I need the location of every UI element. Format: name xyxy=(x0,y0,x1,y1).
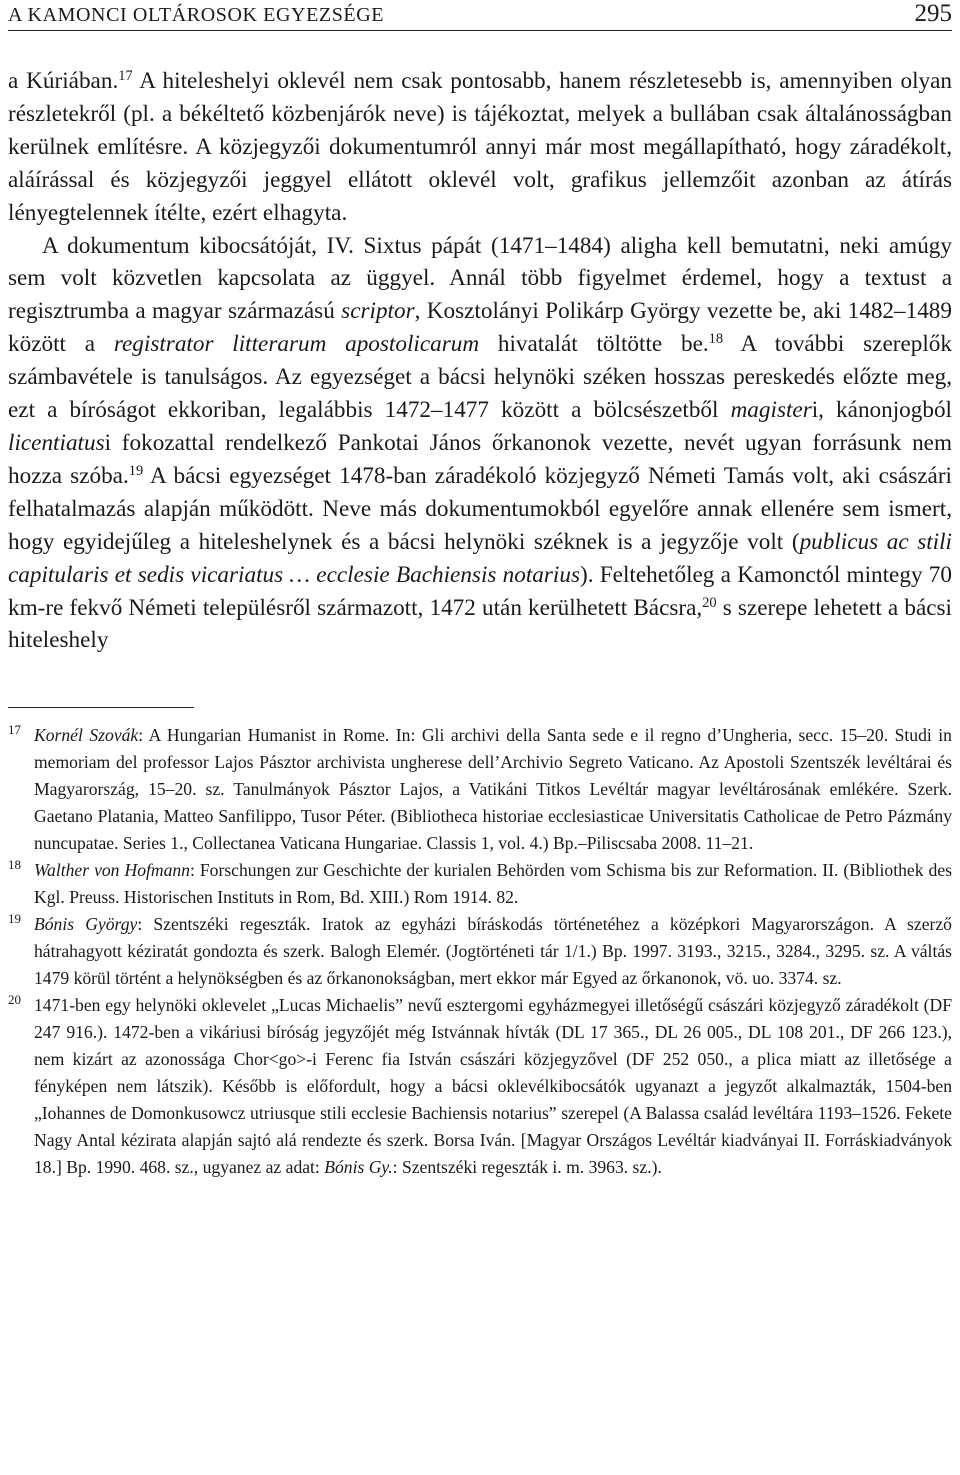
footnotes xyxy=(8,722,952,1181)
main-text xyxy=(8,65,952,657)
footnote-number: 20 xyxy=(8,992,21,1008)
footnote-separator xyxy=(8,707,194,708)
text-run: s szerepe lehetett a bácsi hiteleshely xyxy=(8,594,952,654)
text-run: a Kúriában. xyxy=(8,68,119,94)
footnote-number: 19 xyxy=(8,911,21,927)
footnote-number: 18 xyxy=(8,857,21,873)
running-title: A KAMONCI OLTÁROSOK EGYEZSÉGE xyxy=(8,4,385,26)
italic-run: Kornél Szovák xyxy=(34,725,139,746)
text-run: i, kánonjogból xyxy=(811,397,952,424)
text-run: A további szereplők számbavétele is tanulságos. Az egyezséget a bácsi helynöki széken hosszas pereskedés előzte meg, ezt a bíróságot ekkoriban, legalábbis 1472–1477 között a bölcsészetből xyxy=(8,331,952,424)
footnote-19 xyxy=(8,911,952,992)
text-run: : Szentszéki regeszták i. m. 3963. sz.). xyxy=(392,1157,662,1178)
italic-run: licentiatus xyxy=(8,429,105,456)
footnote-number: 17 xyxy=(8,722,21,738)
text-run: : A Hungarian Humanist in Rome. In: Gli archivi della Santa sede e il regno d’Ungheria, secc. 15–20. Studi in memoriam del professor Lajos Pásztor archivista ungherese dell’Archivio Segreto Vaticano. Az Apostoli Szentszék levéltárai és Magyarország, 15–20. sz. Tanulmányok Pásztor Lajos, a Vatikáni Titkos Levéltár magyar levéltárosának emlékére. Szerk. Gaetano Platania, Matteo Sanfilippo, Tusor Péter. (Bibliotheca historiae ecclesiasticae Universitatis Catholicae de Petro Pázmány nuncupatae. Series 1., Collectanea Vaticana Hungariae. Classis 1, vol. 4.) Bp.–Piliscsaba 2008. 11–21. xyxy=(34,725,952,854)
text-run: hivatalát töltötte be. xyxy=(479,331,709,358)
text-run: : Szentszéki regeszták. Iratok az egyházi bíráskodás történetéhez a középkori Magyarországon. A szerző hátrahagyott kéziratát gondozta és szerk. Balogh Elemér. (Jogtörténeti tár 1/1.) Bp. 1997. 3193., 3215., 3284., 3295. sz. A váltás 1479 körül történt a helynökségben és az őrkanonokságban, mert ekkor már Egyed az őrkanonok, vö. uo. 3374. sz. xyxy=(34,914,952,989)
footnote-ref: 19 xyxy=(128,462,144,479)
running-head xyxy=(8,0,952,31)
footnote-17 xyxy=(8,722,952,857)
footnote-ref: 17 xyxy=(118,68,133,85)
italic-run: Walther von Hofmann xyxy=(34,860,190,881)
text-run: ). Feltehetőleg a Kamonctól mintegy 70 km-re fekvő Németi településről származott, 1472 után kerülhetett Bácsra, xyxy=(8,561,952,621)
text-run: i fokozattal rendelkező Pankotai János őrkanonok vezette, nevét ugyan forrásunk nem hozza szóba. xyxy=(8,429,952,489)
text-run: , Kosztolányi Polikárp György vezette be, aki 1482–1489 között a xyxy=(8,298,952,358)
paragraph-2 xyxy=(8,230,952,658)
paragraph-1 xyxy=(8,65,952,230)
page-number: 295 xyxy=(914,0,952,27)
italic-run: scriptor xyxy=(341,298,415,325)
text-run: A dokumentum kibocsátóját, IV. Sixtus pápát (1471–1484) aligha kell bemutatni, neki amúgy sem volt közvetlen kapcsolata az üggyel. Annál több figyelmet érdemel, hogy a textust a regisztrumba a magyar származású xyxy=(8,232,952,325)
italic-run: registrator litterarum apostolicarum xyxy=(113,331,480,358)
footnote-ref: 20 xyxy=(702,594,717,611)
italic-run: publicus ac stili capitularis et sedis vicariatus … ecclesie Bachiensis notarius xyxy=(8,528,952,588)
text-run: A hiteleshelyi oklevél nem csak pontosabb, hanem részletesebb is, amennyiben olyan részletekről (pl. a békéltető közbenjárók neve) is tájékoztat, melyek a bullában csak általánosságban kerülnek említésre. A közjegyzői dokumentumról annyi már most megállapítható, hogy záradékolt, aláírással és közjegyzői jeggyel ellátott oklevél volt, grafikus jellemzőit azonban az átírás lényegtelennek ítélte, ezért elhagyta. xyxy=(8,68,952,226)
italic-run: Bónis György xyxy=(34,914,138,935)
text-run: : Forschungen zur Geschichte der kurialen Behörden vom Schisma bis zur Reformation. II. (Bibliothek des Kgl. Preuss. Historischen Instituts in Rom, Bd. XIII.) Rom 1914. 82. xyxy=(34,860,952,908)
footnote-18 xyxy=(8,857,952,911)
text-run: 1471-ben egy helynöki oklevelet „Lucas Michaelis” nevű esztergomi egyházmegyei illetőségű császári közjegyző záradékolt (DF 247 916.). 1472-ben a vikáriusi bíróság jegyzőjét még Istvánnak hívták (DL 17 365., DL 26 005., DL 108 201., DF 266 123.), nem kizárt az azonossága Chor<go>-i Ferenc fia István császári közjegyzővel (DF 252 050., a plica miatt az illetősége a fényképen nem látszik). Később is előfordult, hogy a bácsi oklevélkibocsátók ugyanazt a jegyzőt alkalmazták, 1504-ben „Iohannes de Domonkusowcz utriusque stili ecclesie Bachiensis notarius” szerepel (A Balassa család levéltára 1193–1526. Fekete Nagy Antal kézirata alapján sajtó alá rendezte és szerk. Borsa Iván. [Magyar Országos Levéltár kiadványai II. Forráskiadványok 18.] Bp. 1990. 468. sz., ugyanez az adat: xyxy=(34,995,952,1178)
footnote-ref: 18 xyxy=(708,331,724,348)
italic-run: magister xyxy=(730,397,812,424)
italic-run: Bónis Gy. xyxy=(324,1157,393,1178)
footnote-20 xyxy=(8,992,952,1181)
text-run: A bácsi egyezséget 1478-ban záradékoló közjegyző Németi Tamás volt, aki császári felhatalmazás alapján működött. Neve más dokumentumokból egyelőre annak ellenére sem ismert, hogy egyidejűleg a hiteleshelynek és a bácsi helynöki széknek is a jegyzője volt ( xyxy=(8,462,952,555)
